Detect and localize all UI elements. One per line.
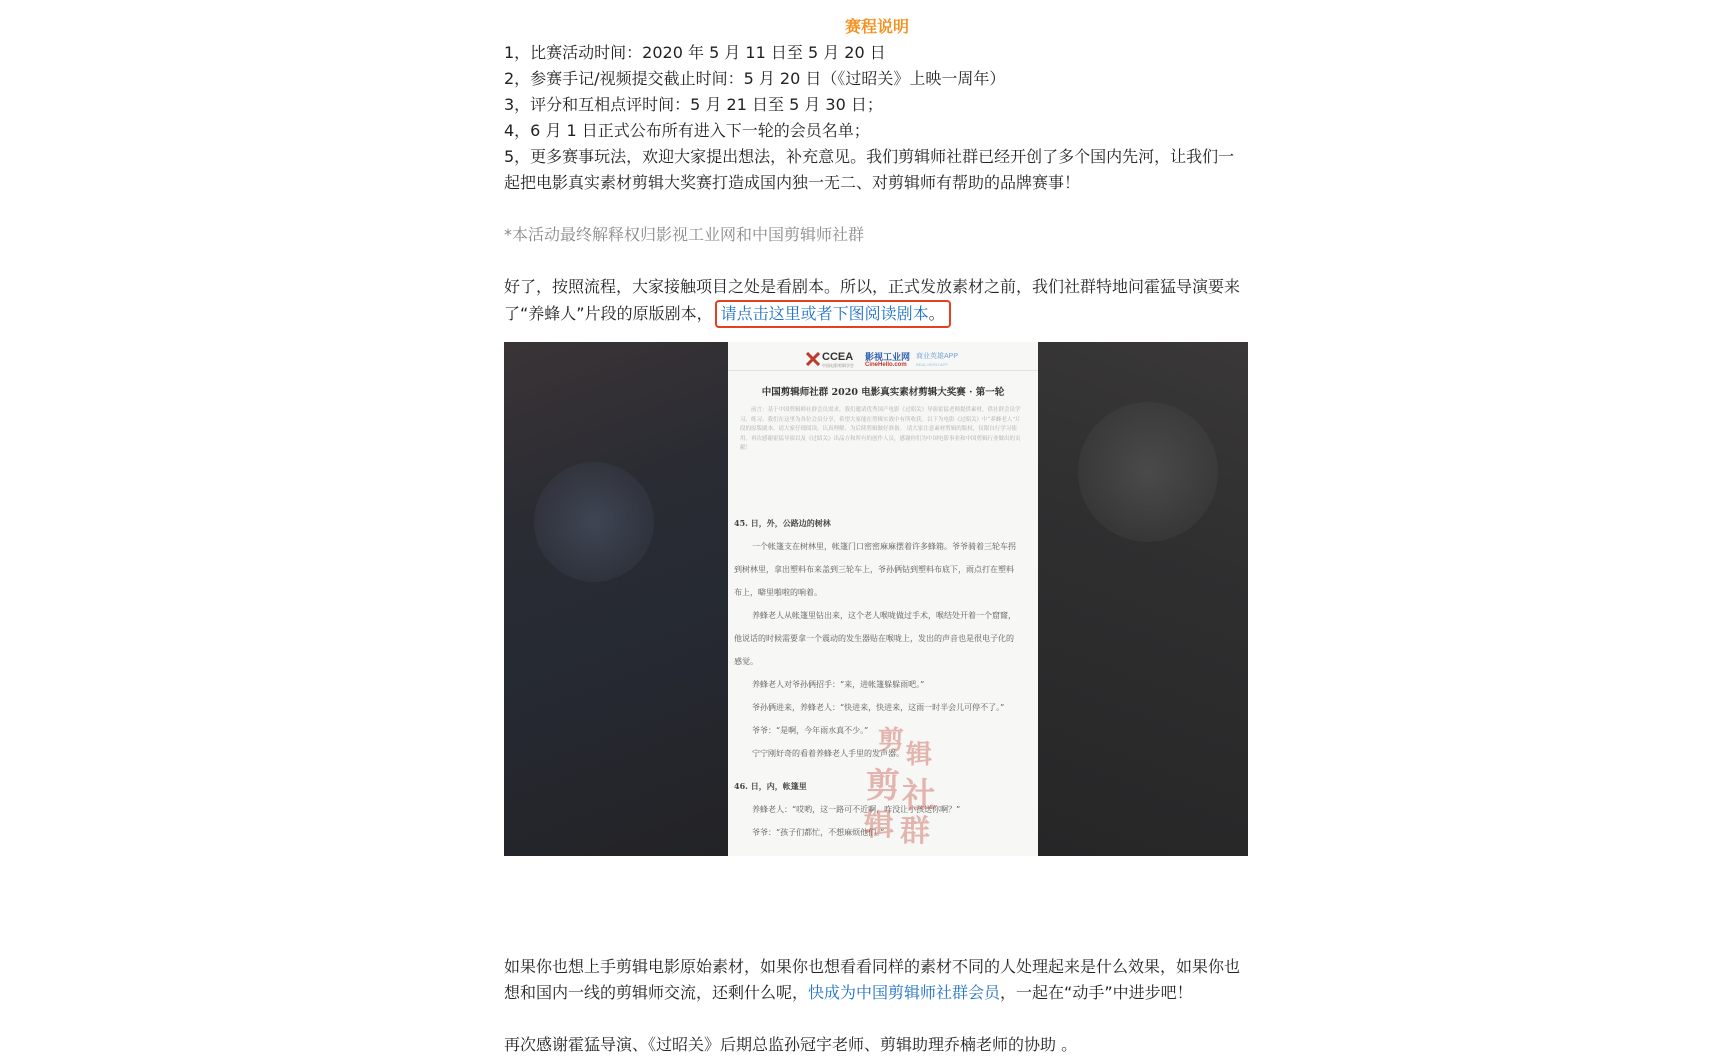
- blurred-right-panel: [1038, 342, 1248, 856]
- brand-url: CineHello.com: [865, 362, 907, 368]
- script-scene-heading: 45. 日，外，公路边的树林: [734, 518, 831, 528]
- watermark-stamp: 剪 辑 剪 社 辑 群: [864, 726, 936, 849]
- script-link-highlight[interactable]: [715, 300, 951, 328]
- read-script-link[interactable]: 请点击这里或者下图阅读剧本: [720, 304, 929, 323]
- schedule-item-5: 5，更多赛事玩法，欢迎大家提出想法，补充意见。我们剪辑师社群已经开创了多个国内先河，让我们一起把电影真实素材剪辑大奖赛打造成国内独一无二、对剪辑师有帮助的品牌赛事！: [504, 147, 1235, 192]
- blurred-left-panel: [504, 342, 728, 856]
- script-scene-heading: 46. 日，内，帐篷里: [734, 781, 807, 791]
- schedule-item-3: 3，评分和互相点评时间：5 月 21 日至 5 月 30 日；: [504, 95, 883, 114]
- intro-end: 。: [928, 304, 945, 323]
- script-preview-image[interactable]: [504, 342, 1248, 856]
- ccea-logo-subtitle: 中国电影剪辑学会: [822, 363, 854, 368]
- schedule-item-1: 1，比赛活动时间：2020 年 5 月 11 日至 5 月 20 日: [504, 43, 886, 62]
- script-line: 布上，噼里啪啦的响着。: [734, 588, 822, 597]
- script-line: 爷孙俩进来，养蜂老人：“快进来，快进来，这雨一时半会儿可停不了。”: [752, 703, 1005, 712]
- script-line: 一个帐篷支在树林里，帐篷门口密密麻麻摆着许多蜂箱。爷爷骑着三轮车拐: [752, 542, 1016, 551]
- script-line: 他说话的时候需要拿一个震动的发生器贴在喉咙上，发出的声音也是很电子化的: [734, 634, 1014, 643]
- ccea-logo-icon: [806, 352, 820, 366]
- brand-app-subtitle: REAL HERO APP: [916, 362, 948, 367]
- schedule-item-2: 2，参赛手记/视频提交截止时间：5 月 20 日（《过昭关》上映一周年）: [504, 69, 1006, 88]
- ccea-logo-text: CCEA: [822, 351, 854, 363]
- script-line: 养蜂老人：“哎哟，这一路可不近啊，咋没让小孩送你啊？”: [752, 805, 961, 814]
- disclaimer-note: *本活动最终解释权归影视工业网和中国剪辑师社群: [504, 225, 865, 244]
- section-title: 赛程说明: [844, 17, 909, 36]
- script-line: 爷爷：“孩子们都忙，不想麻烦他们。”: [752, 828, 885, 837]
- thanks-paragraph: 再次感谢霍猛导演、《过昭关》后期总监孙冠宇老师、剪辑助理乔楠老师的协助 。: [504, 1035, 1078, 1054]
- script-line: 感觉。: [734, 657, 758, 666]
- script-line: 宁宁刚好奇的看着养蜂老人手里的发声器。: [752, 749, 904, 758]
- script-line: 到树林里，拿出塑料布来盖到三轮车上，爷孙俩钻到塑料布底下，雨点打在塑料: [734, 565, 1014, 574]
- script-line: 养蜂老人对爷孙俩招手：“来，进帐篷躲躲雨吧。”: [752, 680, 925, 689]
- closing-end: ，一起在“动手”中进步吧！: [1000, 983, 1193, 1002]
- closing-paragraph: [504, 954, 1250, 1006]
- script-title: 中国剪辑师社群 2020 电影真实素材剪辑大奖赛 · 第一轮: [761, 387, 1005, 398]
- script-line: 爷爷：“是啊，今年雨水真不少。”: [752, 726, 869, 735]
- intro-paragraph: [504, 274, 1250, 328]
- intro-text: 好了，按照流程，大家接触项目之处是看剧本。所以，正式发放素材之前，我们社群特地问霍猛导演要来了“养蜂人”片段的原版剧本，: [504, 277, 1241, 323]
- closing-text: 如果你也想上手剪辑电影原始素材，如果你也想看看同样的素材不同的人处理起来是什么效果，如果你也想和国内一线的剪辑师交流，还剩什么呢，: [504, 957, 1241, 1002]
- script-header: [728, 346, 1038, 371]
- schedule-item-4: 4，6 月 1 日正式公布所有进入下一轮的会员名单；: [504, 121, 870, 140]
- script-line: 养蜂老人从帐篷里钻出来，这个老人喉咙做过手术，喉结处开着一个窟窿，: [752, 611, 1016, 620]
- script-document: [728, 342, 1038, 856]
- script-intro: 前言：基于中国剪辑师社群会员需求，我们邀请优秀国产电影《过昭关》导演霍猛老师提供素材，供社群会员学习、练习。我们在这里为各位会员分享，希望大家能在剪辑实战中有所收获。以下为电影《过昭关》中“养蜂老人”片段的原版剧本，请大家仔细阅读，认真理解，为后续剪辑做好准备。 请大家注意素材剪辑的版权，仅限自行学习使用。再次感谢霍猛导演以及《过昭关》出品方和所有的创作人员，感谢你们为中国电影事业和中国剪辑行业做出的贡献！: [740, 407, 1021, 451]
- become-member-link[interactable]: 快成为中国剪辑师社群会员: [808, 983, 1001, 1002]
- brand-app: 商业英雄APP: [916, 353, 959, 360]
- brand-name: 影视工业网: [865, 352, 911, 362]
